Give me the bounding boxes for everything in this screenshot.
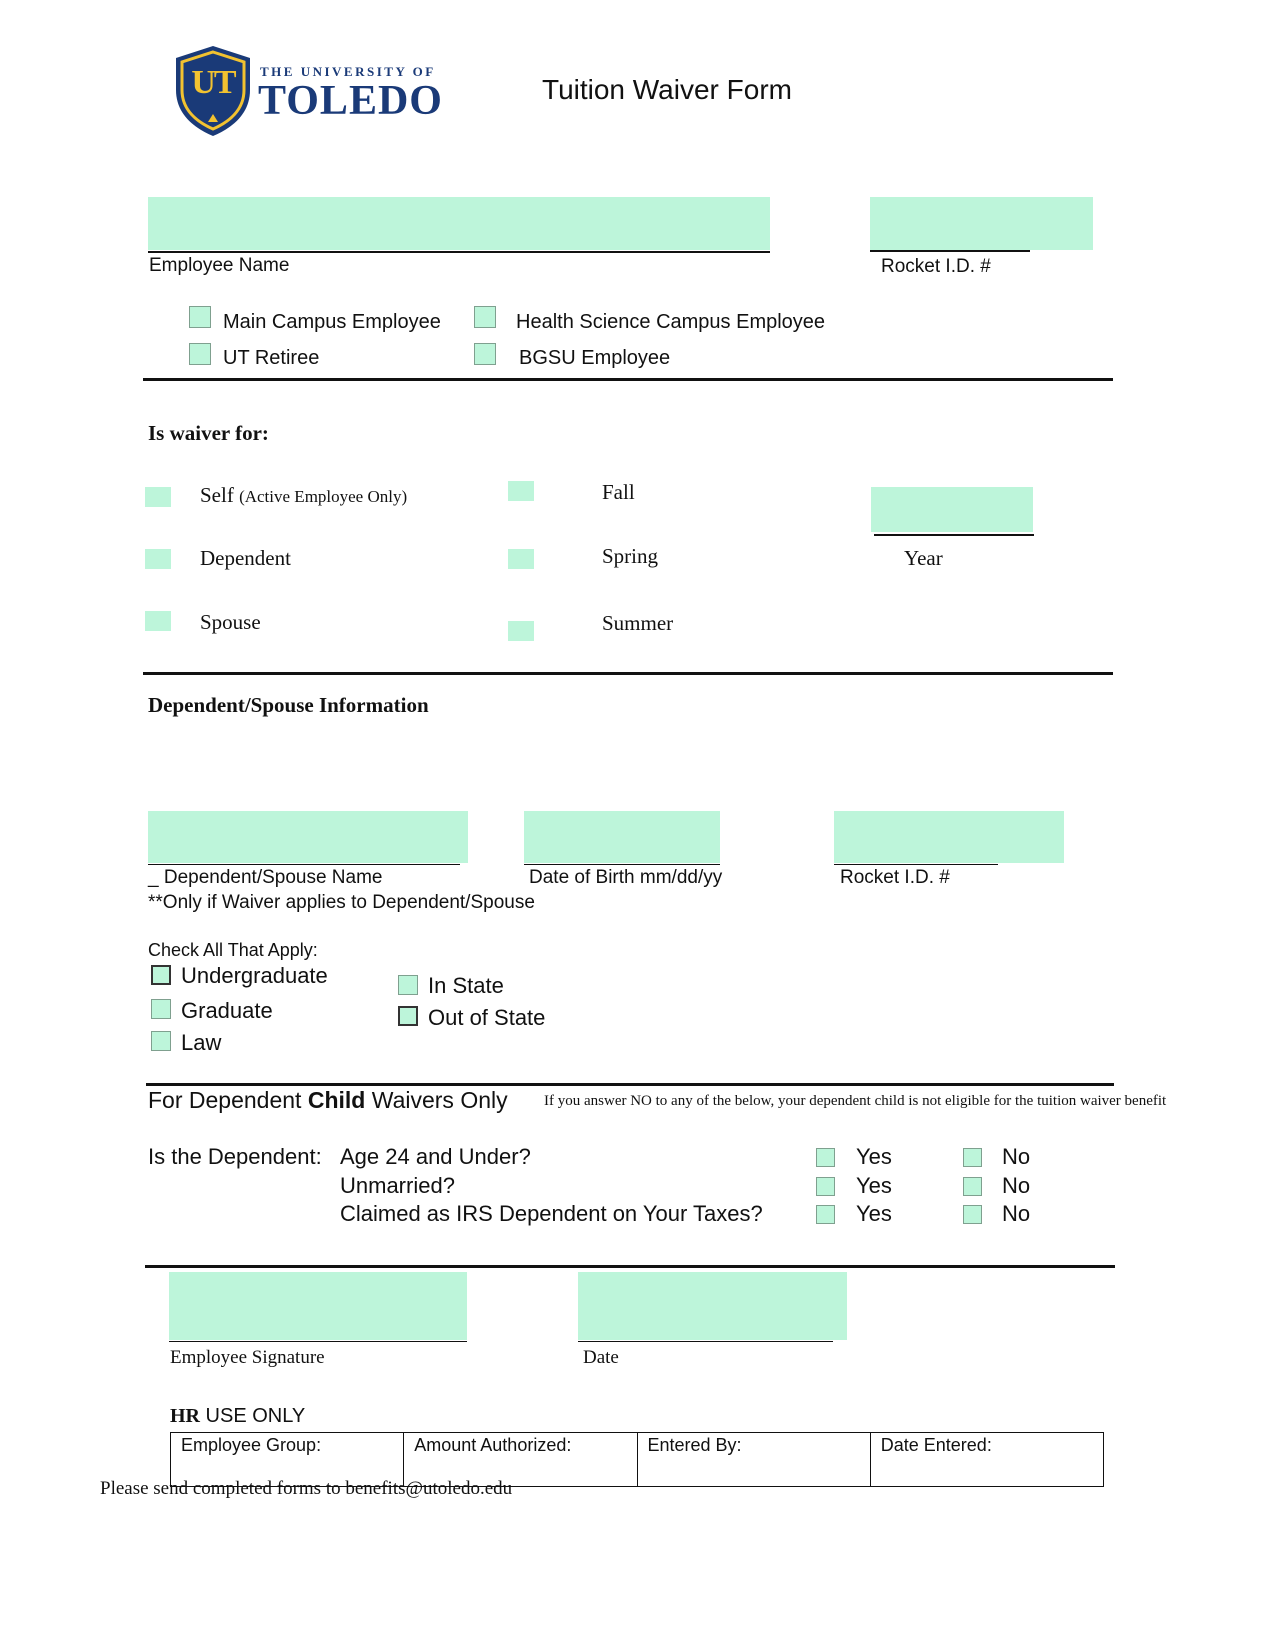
dependent-note: **Only if Waiver applies to Dependent/Spouse [148, 892, 535, 913]
employee-signature-underline [169, 1341, 467, 1342]
dob-label: Date of Birth mm/dd/yy [529, 867, 723, 888]
university-logo [172, 44, 442, 139]
spring-label: Spring [602, 544, 659, 568]
hr-heading [170, 1405, 305, 1428]
section-divider-4 [145, 1265, 1115, 1268]
dependent-info-heading: Dependent/Spouse Information [148, 693, 429, 717]
spouse-label: Spouse [200, 610, 261, 634]
irs-yes-checkbox[interactable] [816, 1205, 835, 1224]
question-lead: Is the Dependent: [148, 1144, 322, 1169]
health-science-label: Health Science Campus Employee [516, 311, 826, 333]
self-label [200, 483, 407, 508]
spouse-checkbox[interactable] [145, 611, 171, 631]
unmarried-yes-label: Yes [856, 1173, 892, 1198]
section-divider-2 [143, 672, 1113, 675]
employee-name-label: Employee Name [149, 255, 290, 276]
signature-date-field[interactable] [578, 1272, 847, 1340]
age-no-checkbox[interactable] [963, 1148, 982, 1167]
check-all-heading: Check All That Apply: [148, 940, 318, 960]
employee-name-field[interactable] [148, 197, 770, 250]
child-heading [148, 1087, 508, 1114]
hr-amount-authorized-cell: Amount Authorized: [404, 1433, 637, 1486]
graduate-checkbox[interactable] [151, 999, 171, 1019]
form-title: Tuition Waiver Form [542, 74, 792, 105]
child-heading-post: Waivers Only [365, 1087, 508, 1113]
out-of-state-checkbox[interactable] [398, 1006, 418, 1026]
dob-field[interactable] [524, 811, 720, 863]
hr-heading-rest: USE ONLY [200, 1405, 306, 1427]
child-notice: If you answer NO to any of the below, your dependent child is not eligible for the tuition waiver benefit [544, 1093, 1167, 1109]
ut-retiree-checkbox[interactable] [189, 343, 211, 365]
health-science-checkbox[interactable] [474, 306, 496, 328]
employee-signature-field[interactable] [169, 1272, 467, 1340]
in-state-checkbox[interactable] [398, 975, 418, 995]
summer-label: Summer [602, 611, 674, 635]
summer-checkbox[interactable] [508, 621, 534, 641]
bgsu-checkbox[interactable] [474, 343, 496, 365]
law-label: Law [181, 1030, 222, 1055]
year-field[interactable] [871, 487, 1033, 532]
undergraduate-label: Undergraduate [181, 963, 328, 988]
dependent-label: Dependent [200, 546, 291, 570]
hr-entered-by-cell: Entered By: [638, 1433, 871, 1486]
age-no-label: No [1002, 1144, 1031, 1169]
dependent-checkbox[interactable] [145, 549, 171, 569]
question-irs: Claimed as IRS Dependent on Your Taxes? [340, 1201, 763, 1226]
undergraduate-checkbox[interactable] [151, 965, 171, 985]
dependent-rocket-id-underline [834, 864, 998, 865]
self-checkbox[interactable] [145, 487, 171, 507]
employee-signature-label: Employee Signature [170, 1347, 325, 1368]
out-of-state-label: Out of State [428, 1005, 546, 1030]
self-text: Self [200, 483, 234, 507]
irs-yes-label: Yes [856, 1201, 892, 1226]
footer-note: Please send completed forms to benefits@utoledo.edu [100, 1478, 513, 1499]
employee-rocket-id-field[interactable] [870, 197, 1093, 250]
employee-name-underline [148, 251, 770, 253]
main-campus-label: Main Campus Employee [223, 311, 441, 333]
unmarried-no-checkbox[interactable] [963, 1177, 982, 1196]
spring-checkbox[interactable] [508, 549, 534, 569]
logo-mark: UT [191, 64, 235, 101]
logo-line1: THE UNIVERSITY OF [260, 64, 436, 79]
in-state-label: In State [428, 973, 504, 998]
year-underline [874, 534, 1034, 536]
signature-date-label: Date [583, 1347, 619, 1368]
dependent-name-field[interactable] [148, 811, 468, 863]
dependent-name-label: _ Dependent/Spouse Name [148, 867, 383, 888]
dependent-name-underline [148, 864, 460, 865]
unmarried-no-label: No [1002, 1173, 1031, 1198]
self-note: (Active Employee Only) [239, 487, 408, 506]
irs-no-checkbox[interactable] [963, 1205, 982, 1224]
dependent-rocket-id-field[interactable] [834, 811, 1064, 863]
dob-underline [524, 864, 720, 865]
graduate-label: Graduate [181, 998, 273, 1023]
unmarried-yes-checkbox[interactable] [816, 1177, 835, 1196]
fall-label: Fall [602, 480, 635, 504]
hr-heading-bold: HR [170, 1405, 200, 1427]
signature-date-underline [578, 1341, 833, 1342]
child-heading-bold: Child [307, 1087, 366, 1113]
employee-rocket-id-underline [870, 250, 1030, 252]
fall-checkbox[interactable] [508, 481, 534, 501]
irs-no-label: No [1002, 1201, 1031, 1226]
dependent-rocket-id-label: Rocket I.D. # [840, 867, 950, 888]
employee-rocket-id-label: Rocket I.D. # [881, 256, 991, 277]
question-age: Age 24 and Under? [340, 1144, 531, 1169]
main-campus-checkbox[interactable] [189, 306, 211, 328]
question-unmarried: Unmarried? [340, 1173, 455, 1198]
ut-retiree-label: UT Retiree [223, 347, 320, 369]
waiver-heading: Is waiver for: [148, 421, 269, 445]
age-yes-checkbox[interactable] [816, 1148, 835, 1167]
year-label: Year [904, 546, 943, 570]
logo-line2: TOLEDO [258, 78, 443, 124]
hr-date-entered-cell: Date Entered: [880, 1435, 992, 1455]
bgsu-label: BGSU Employee [519, 347, 671, 369]
law-checkbox[interactable] [151, 1031, 171, 1051]
child-heading-pre: For Dependent [148, 1087, 308, 1113]
hr-employee-group-cell: Employee Group: [171, 1433, 404, 1486]
section-divider-1 [143, 378, 1113, 381]
age-yes-label: Yes [856, 1144, 892, 1169]
section-divider-3 [146, 1083, 1114, 1086]
